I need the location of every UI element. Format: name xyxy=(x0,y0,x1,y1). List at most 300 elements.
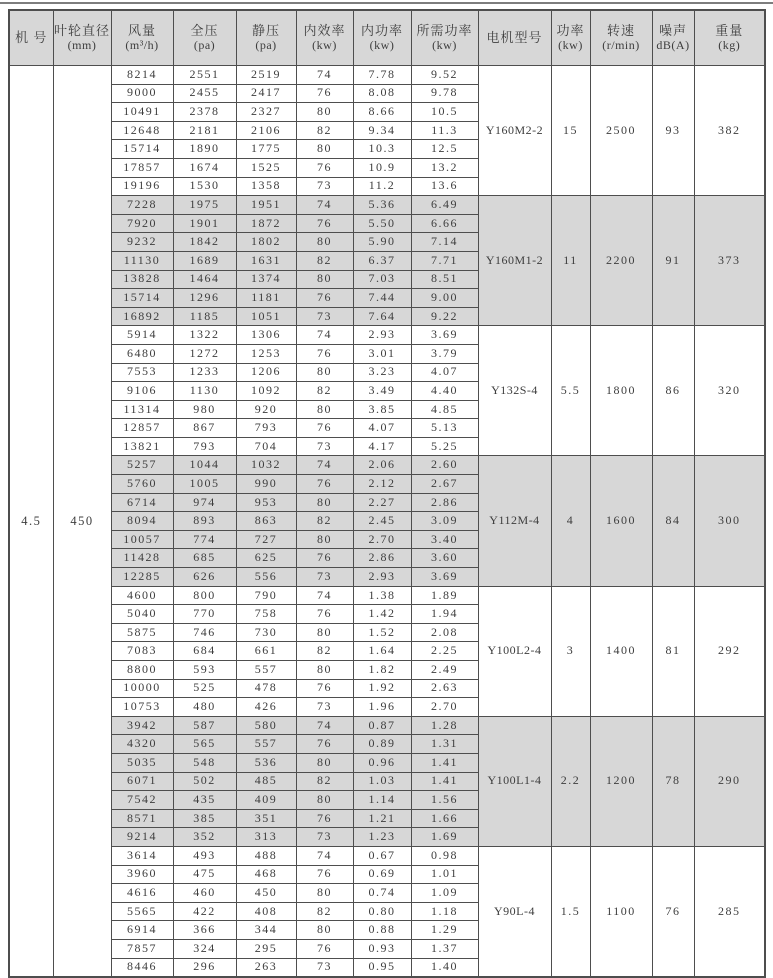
cell-required-power: 3.60 xyxy=(411,549,478,568)
cell-required-power: 13.6 xyxy=(411,177,478,196)
cell-total-pressure: 593 xyxy=(173,661,236,680)
cell-efficiency: 74 xyxy=(296,326,353,345)
cell-static-pressure: 1802 xyxy=(236,233,296,252)
cell-required-power: 2.70 xyxy=(411,698,478,717)
cell-internal-power: 2.27 xyxy=(353,493,411,512)
header-label: 全压 xyxy=(190,22,219,38)
cell-airflow: 7553 xyxy=(111,363,173,382)
cell-noise: 84 xyxy=(652,456,694,586)
cell-total-pressure: 324 xyxy=(173,939,236,958)
cell-required-power: 0.98 xyxy=(411,846,478,865)
cell-required-power: 1.29 xyxy=(411,921,478,940)
cell-airflow: 17857 xyxy=(111,158,173,177)
cell-noise: 93 xyxy=(652,66,694,196)
cell-total-pressure: 1233 xyxy=(173,363,236,382)
cell-motor-power: 1.5 xyxy=(551,846,590,977)
cell-airflow: 13821 xyxy=(111,437,173,456)
cell-motor-model: Y132S-4 xyxy=(478,326,551,456)
header-efficiency xyxy=(296,10,353,66)
cell-internal-power: 8.66 xyxy=(353,103,411,122)
cell-airflow: 7857 xyxy=(111,939,173,958)
cell-static-pressure: 727 xyxy=(236,530,296,549)
cell-static-pressure: 1306 xyxy=(236,326,296,345)
cell-internal-power: 0.69 xyxy=(353,865,411,884)
cell-internal-power: 0.67 xyxy=(353,846,411,865)
cell-efficiency: 76 xyxy=(296,605,353,624)
cell-total-pressure: 587 xyxy=(173,716,236,735)
cell-internal-power: 3.49 xyxy=(353,382,411,401)
cell-weight: 373 xyxy=(694,196,765,326)
cell-total-pressure: 422 xyxy=(173,902,236,921)
cell-efficiency: 76 xyxy=(296,419,353,438)
cell-total-pressure: 800 xyxy=(173,586,236,605)
cell-total-pressure: 626 xyxy=(173,568,236,587)
cell-efficiency: 73 xyxy=(296,177,353,196)
header-internal-power xyxy=(353,10,411,66)
cell-total-pressure: 893 xyxy=(173,512,236,531)
cell-static-pressure: 409 xyxy=(236,791,296,810)
cell-efficiency: 73 xyxy=(296,307,353,326)
cell-efficiency: 74 xyxy=(296,456,353,475)
cell-static-pressure: 1872 xyxy=(236,214,296,233)
cell-internal-power: 11.2 xyxy=(353,177,411,196)
cell-static-pressure: 351 xyxy=(236,809,296,828)
table-body xyxy=(9,66,765,978)
cell-total-pressure: 1272 xyxy=(173,344,236,363)
cell-airflow: 13828 xyxy=(111,270,173,289)
table-row xyxy=(9,326,765,345)
cell-static-pressure: 1951 xyxy=(236,196,296,215)
header-row xyxy=(9,10,765,66)
cell-total-pressure: 502 xyxy=(173,772,236,791)
cell-required-power: 9.52 xyxy=(411,66,478,85)
cell-total-pressure: 1530 xyxy=(173,177,236,196)
cell-required-power: 2.67 xyxy=(411,475,478,494)
cell-airflow: 5760 xyxy=(111,475,173,494)
cell-required-power: 4.07 xyxy=(411,363,478,382)
cell-required-power: 1.37 xyxy=(411,939,478,958)
cell-airflow: 9106 xyxy=(111,382,173,401)
cell-required-power: 9.22 xyxy=(411,307,478,326)
cell-internal-power: 1.03 xyxy=(353,772,411,791)
cell-airflow: 9214 xyxy=(111,828,173,847)
cell-static-pressure: 1374 xyxy=(236,270,296,289)
cell-efficiency: 73 xyxy=(296,958,353,977)
cell-required-power: 6.66 xyxy=(411,214,478,233)
cell-static-pressure: 863 xyxy=(236,512,296,531)
cell-static-pressure: 1631 xyxy=(236,251,296,270)
cell-airflow: 6914 xyxy=(111,921,173,940)
cell-static-pressure: 408 xyxy=(236,902,296,921)
cell-internal-power: 10.9 xyxy=(353,158,411,177)
cell-impeller-diameter: 450 xyxy=(53,66,111,978)
cell-airflow: 9000 xyxy=(111,84,173,103)
cell-motor-power: 5.5 xyxy=(551,326,590,456)
header-motor-model xyxy=(478,10,551,66)
cell-total-pressure: 685 xyxy=(173,549,236,568)
cell-total-pressure: 684 xyxy=(173,642,236,661)
cell-static-pressure: 1181 xyxy=(236,289,296,308)
cell-internal-power: 0.95 xyxy=(353,958,411,977)
cell-efficiency: 80 xyxy=(296,233,353,252)
cell-total-pressure: 493 xyxy=(173,846,236,865)
cell-motor-power: 4 xyxy=(551,456,590,586)
cell-required-power: 1.31 xyxy=(411,735,478,754)
cell-airflow: 11314 xyxy=(111,400,173,419)
header-static-pressure xyxy=(236,10,296,66)
cell-required-power: 1.28 xyxy=(411,716,478,735)
cell-total-pressure: 1901 xyxy=(173,214,236,233)
cell-speed: 1600 xyxy=(590,456,652,586)
cell-weight: 320 xyxy=(694,326,765,456)
table-row xyxy=(9,456,765,475)
cell-internal-power: 5.36 xyxy=(353,196,411,215)
cell-static-pressure: 2106 xyxy=(236,121,296,140)
cell-internal-power: 1.42 xyxy=(353,605,411,624)
cell-airflow: 7920 xyxy=(111,214,173,233)
cell-efficiency: 76 xyxy=(296,344,353,363)
cell-motor-model: Y112M-4 xyxy=(478,456,551,586)
cell-efficiency: 80 xyxy=(296,400,353,419)
cell-internal-power: 3.23 xyxy=(353,363,411,382)
cell-static-pressure: 485 xyxy=(236,772,296,791)
cell-total-pressure: 2181 xyxy=(173,121,236,140)
cell-airflow: 3960 xyxy=(111,865,173,884)
cell-airflow: 5035 xyxy=(111,753,173,772)
cell-airflow: 11428 xyxy=(111,549,173,568)
cell-motor-model: Y90L-4 xyxy=(478,846,551,977)
cell-total-pressure: 774 xyxy=(173,530,236,549)
cell-internal-power: 6.37 xyxy=(353,251,411,270)
cell-total-pressure: 435 xyxy=(173,791,236,810)
cell-noise: 78 xyxy=(652,716,694,846)
cell-efficiency: 74 xyxy=(296,716,353,735)
cell-total-pressure: 475 xyxy=(173,865,236,884)
cell-static-pressure: 2417 xyxy=(236,84,296,103)
cell-efficiency: 80 xyxy=(296,623,353,642)
cell-static-pressure: 536 xyxy=(236,753,296,772)
cell-required-power: 3.79 xyxy=(411,344,478,363)
cell-efficiency: 76 xyxy=(296,289,353,308)
cell-internal-power: 2.12 xyxy=(353,475,411,494)
cell-motor-model: Y100L2-4 xyxy=(478,586,551,716)
cell-static-pressure: 1775 xyxy=(236,140,296,159)
cell-total-pressure: 746 xyxy=(173,623,236,642)
cell-airflow: 11130 xyxy=(111,251,173,270)
table-header xyxy=(9,10,765,66)
cell-efficiency: 82 xyxy=(296,642,353,661)
cell-airflow: 7228 xyxy=(111,196,173,215)
header-label: 功率 xyxy=(556,22,585,38)
cell-machine-no: 4.5 xyxy=(9,66,53,978)
cell-efficiency: 80 xyxy=(296,103,353,122)
cell-total-pressure: 1842 xyxy=(173,233,236,252)
cell-static-pressure: 990 xyxy=(236,475,296,494)
header-machine-no xyxy=(9,10,53,66)
cell-required-power: 1.69 xyxy=(411,828,478,847)
table-row xyxy=(9,66,765,85)
cell-required-power: 1.94 xyxy=(411,605,478,624)
cell-total-pressure: 1322 xyxy=(173,326,236,345)
cell-required-power: 1.09 xyxy=(411,884,478,903)
cell-static-pressure: 263 xyxy=(236,958,296,977)
cell-motor-model: Y160M2-2 xyxy=(478,66,551,196)
cell-total-pressure: 460 xyxy=(173,884,236,903)
cell-total-pressure: 296 xyxy=(173,958,236,977)
cell-efficiency: 73 xyxy=(296,437,353,456)
cell-required-power: 7.71 xyxy=(411,251,478,270)
cell-static-pressure: 790 xyxy=(236,586,296,605)
cell-airflow: 5257 xyxy=(111,456,173,475)
cell-internal-power: 2.70 xyxy=(353,530,411,549)
cell-efficiency: 82 xyxy=(296,512,353,531)
cell-total-pressure: 1130 xyxy=(173,382,236,401)
cell-internal-power: 7.78 xyxy=(353,66,411,85)
cell-efficiency: 73 xyxy=(296,568,353,587)
cell-static-pressure: 661 xyxy=(236,642,296,661)
cell-efficiency: 80 xyxy=(296,363,353,382)
cell-required-power: 1.89 xyxy=(411,586,478,605)
cell-airflow: 12648 xyxy=(111,121,173,140)
header-motor-power xyxy=(551,10,590,66)
cell-speed: 1400 xyxy=(590,586,652,716)
cell-airflow: 10057 xyxy=(111,530,173,549)
cell-static-pressure: 758 xyxy=(236,605,296,624)
cell-motor-power: 2.2 xyxy=(551,716,590,846)
cell-internal-power: 2.45 xyxy=(353,512,411,531)
cell-efficiency: 76 xyxy=(296,158,353,177)
cell-total-pressure: 352 xyxy=(173,828,236,847)
cell-static-pressure: 2519 xyxy=(236,66,296,85)
cell-internal-power: 1.82 xyxy=(353,661,411,680)
table-row xyxy=(9,196,765,215)
cell-airflow: 8094 xyxy=(111,512,173,531)
cell-efficiency: 80 xyxy=(296,493,353,512)
cell-airflow: 16892 xyxy=(111,307,173,326)
cell-internal-power: 2.93 xyxy=(353,326,411,345)
cell-static-pressure: 920 xyxy=(236,400,296,419)
cell-required-power: 3.40 xyxy=(411,530,478,549)
cell-total-pressure: 1296 xyxy=(173,289,236,308)
cell-internal-power: 2.86 xyxy=(353,549,411,568)
cell-airflow: 5914 xyxy=(111,326,173,345)
cell-static-pressure: 450 xyxy=(236,884,296,903)
cell-efficiency: 80 xyxy=(296,661,353,680)
cell-efficiency: 76 xyxy=(296,809,353,828)
cell-required-power: 2.63 xyxy=(411,679,478,698)
cell-internal-power: 10.3 xyxy=(353,140,411,159)
cell-efficiency: 82 xyxy=(296,121,353,140)
cell-airflow: 6480 xyxy=(111,344,173,363)
cell-total-pressure: 974 xyxy=(173,493,236,512)
cell-efficiency: 76 xyxy=(296,84,353,103)
cell-efficiency: 74 xyxy=(296,196,353,215)
cell-airflow: 6071 xyxy=(111,772,173,791)
cell-required-power: 13.2 xyxy=(411,158,478,177)
cell-static-pressure: 580 xyxy=(236,716,296,735)
cell-airflow: 4600 xyxy=(111,586,173,605)
cell-required-power: 1.01 xyxy=(411,865,478,884)
cell-internal-power: 0.88 xyxy=(353,921,411,940)
cell-total-pressure: 1464 xyxy=(173,270,236,289)
header-unit: (kw) xyxy=(312,37,337,52)
cell-internal-power: 1.92 xyxy=(353,679,411,698)
cell-weight: 285 xyxy=(694,846,765,977)
cell-static-pressure: 730 xyxy=(236,623,296,642)
header-weight xyxy=(694,10,765,66)
cell-internal-power: 1.23 xyxy=(353,828,411,847)
header-airflow xyxy=(111,10,173,66)
cell-static-pressure: 557 xyxy=(236,735,296,754)
cell-speed: 1200 xyxy=(590,716,652,846)
cell-airflow: 10491 xyxy=(111,103,173,122)
cell-internal-power: 7.64 xyxy=(353,307,411,326)
header-impeller-diameter xyxy=(53,10,111,66)
cell-required-power: 3.69 xyxy=(411,568,478,587)
cell-airflow: 5565 xyxy=(111,902,173,921)
cell-speed: 1800 xyxy=(590,326,652,456)
header-label: 所需功率 xyxy=(416,22,473,38)
cell-required-power: 9.78 xyxy=(411,84,478,103)
cell-total-pressure: 770 xyxy=(173,605,236,624)
cell-internal-power: 1.38 xyxy=(353,586,411,605)
cell-static-pressure: 344 xyxy=(236,921,296,940)
cell-required-power: 1.41 xyxy=(411,753,478,772)
header-speed xyxy=(590,10,652,66)
cell-noise: 76 xyxy=(652,846,694,977)
header-label: 内功率 xyxy=(360,22,403,38)
cell-static-pressure: 793 xyxy=(236,419,296,438)
cell-static-pressure: 313 xyxy=(236,828,296,847)
cell-efficiency: 82 xyxy=(296,902,353,921)
cell-internal-power: 1.14 xyxy=(353,791,411,810)
cell-efficiency: 76 xyxy=(296,214,353,233)
cell-weight: 300 xyxy=(694,456,765,586)
header-label: 叶轮直径 xyxy=(53,22,110,38)
cell-motor-power: 11 xyxy=(551,196,590,326)
cell-internal-power: 1.21 xyxy=(353,809,411,828)
cell-internal-power: 2.93 xyxy=(353,568,411,587)
header-label: 噪声 xyxy=(658,22,687,38)
cell-required-power: 3.69 xyxy=(411,326,478,345)
cell-required-power: 1.56 xyxy=(411,791,478,810)
cell-noise: 86 xyxy=(652,326,694,456)
cell-total-pressure: 2378 xyxy=(173,103,236,122)
cell-internal-power: 7.03 xyxy=(353,270,411,289)
cell-required-power: 5.25 xyxy=(411,437,478,456)
cell-total-pressure: 2455 xyxy=(173,84,236,103)
cell-motor-model: Y160M1-2 xyxy=(478,196,551,326)
cell-required-power: 2.08 xyxy=(411,623,478,642)
cell-airflow: 4616 xyxy=(111,884,173,903)
cell-internal-power: 5.50 xyxy=(353,214,411,233)
cell-required-power: 5.13 xyxy=(411,419,478,438)
cell-required-power: 10.5 xyxy=(411,103,478,122)
cell-internal-power: 5.90 xyxy=(353,233,411,252)
cell-weight: 382 xyxy=(694,66,765,196)
cell-required-power: 1.41 xyxy=(411,772,478,791)
cell-total-pressure: 480 xyxy=(173,698,236,717)
cell-static-pressure: 625 xyxy=(236,549,296,568)
cell-static-pressure: 704 xyxy=(236,437,296,456)
cell-total-pressure: 1005 xyxy=(173,475,236,494)
cell-internal-power: 4.07 xyxy=(353,419,411,438)
cell-airflow: 5040 xyxy=(111,605,173,624)
cell-total-pressure: 1185 xyxy=(173,307,236,326)
table-row xyxy=(9,716,765,735)
cell-static-pressure: 1253 xyxy=(236,344,296,363)
cell-motor-power: 3 xyxy=(551,586,590,716)
cell-static-pressure: 953 xyxy=(236,493,296,512)
cell-efficiency: 82 xyxy=(296,382,353,401)
cell-airflow: 12857 xyxy=(111,419,173,438)
cell-speed: 2200 xyxy=(590,196,652,326)
cell-total-pressure: 980 xyxy=(173,400,236,419)
cell-airflow: 3942 xyxy=(111,716,173,735)
cell-total-pressure: 525 xyxy=(173,679,236,698)
cell-weight: 292 xyxy=(694,586,765,716)
cell-internal-power: 3.01 xyxy=(353,344,411,363)
cell-required-power: 4.85 xyxy=(411,400,478,419)
cell-internal-power: 9.34 xyxy=(353,121,411,140)
cell-internal-power: 0.80 xyxy=(353,902,411,921)
cell-internal-power: 0.96 xyxy=(353,753,411,772)
cell-static-pressure: 488 xyxy=(236,846,296,865)
header-label: 电机型号 xyxy=(486,29,543,45)
cell-internal-power: 8.08 xyxy=(353,84,411,103)
header-required-power xyxy=(411,10,478,66)
cell-required-power: 7.14 xyxy=(411,233,478,252)
cell-airflow: 8446 xyxy=(111,958,173,977)
cell-speed: 1100 xyxy=(590,846,652,977)
cell-required-power: 6.49 xyxy=(411,196,478,215)
cell-weight: 290 xyxy=(694,716,765,846)
header-total-pressure xyxy=(173,10,236,66)
header-label: 转速 xyxy=(606,22,635,38)
cell-airflow: 6714 xyxy=(111,493,173,512)
header-label: 内效率 xyxy=(303,22,346,38)
cell-required-power: 3.09 xyxy=(411,512,478,531)
header-label: 风量 xyxy=(127,22,156,38)
cell-efficiency: 74 xyxy=(296,846,353,865)
header-unit: (kw) xyxy=(432,37,457,52)
cell-efficiency: 74 xyxy=(296,66,353,85)
header-unit: (pa) xyxy=(255,37,277,52)
cell-efficiency: 80 xyxy=(296,753,353,772)
cell-total-pressure: 1044 xyxy=(173,456,236,475)
cell-airflow: 4320 xyxy=(111,735,173,754)
header-label: 机 号 xyxy=(15,29,48,45)
cell-static-pressure: 2327 xyxy=(236,103,296,122)
cell-internal-power: 3.85 xyxy=(353,400,411,419)
cell-required-power: 2.86 xyxy=(411,493,478,512)
cell-required-power: 4.40 xyxy=(411,382,478,401)
cell-static-pressure: 478 xyxy=(236,679,296,698)
cell-total-pressure: 1890 xyxy=(173,140,236,159)
cell-total-pressure: 2551 xyxy=(173,66,236,85)
cell-required-power: 8.51 xyxy=(411,270,478,289)
cell-required-power: 11.3 xyxy=(411,121,478,140)
header-unit: (kw) xyxy=(369,37,395,52)
cell-efficiency: 76 xyxy=(296,549,353,568)
page-top-rule xyxy=(0,2,773,4)
cell-required-power: 1.18 xyxy=(411,902,478,921)
cell-total-pressure: 385 xyxy=(173,809,236,828)
cell-static-pressure: 468 xyxy=(236,865,296,884)
cell-efficiency: 80 xyxy=(296,530,353,549)
cell-internal-power: 1.52 xyxy=(353,623,411,642)
cell-noise: 91 xyxy=(652,196,694,326)
